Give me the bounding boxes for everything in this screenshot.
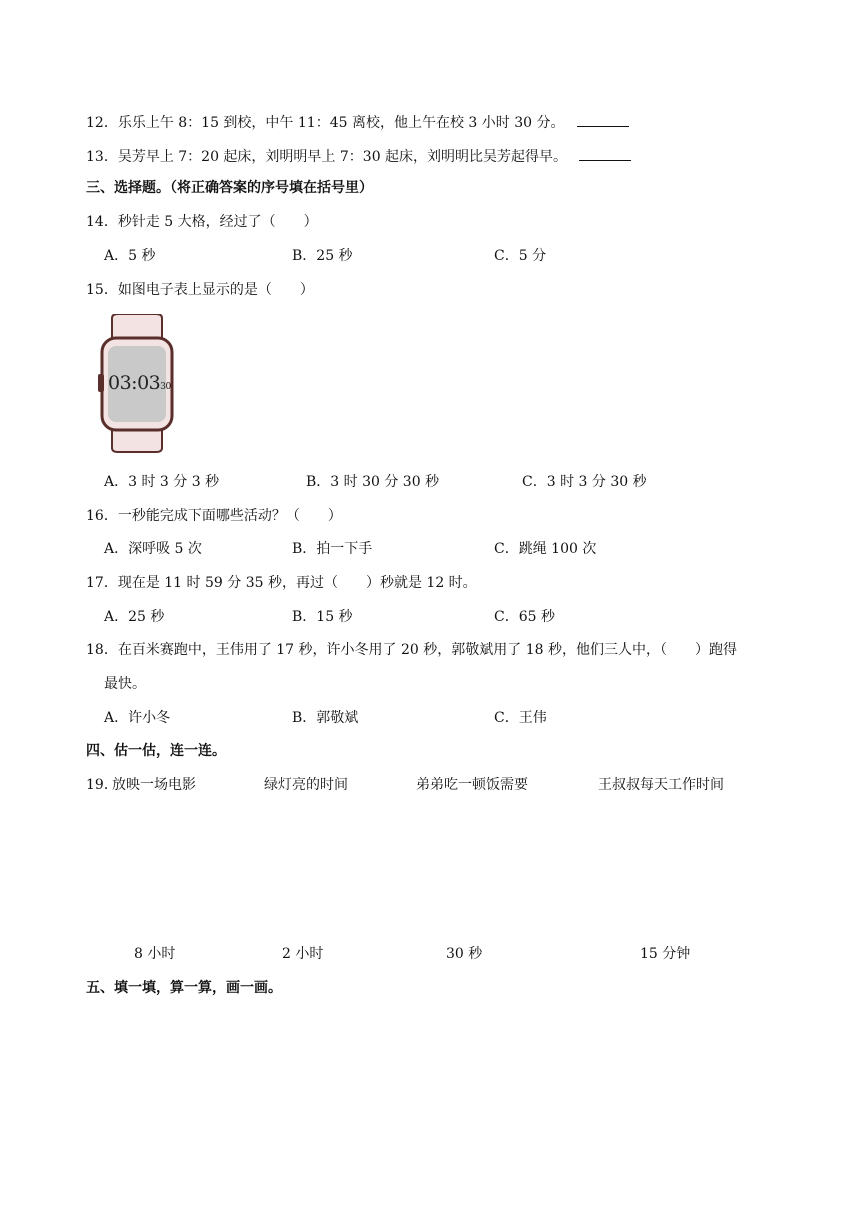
question-18-text-cont: 最快。 [104, 676, 146, 692]
q15-option-b[interactable]: B．3 时 30 分 30 秒 [306, 474, 440, 490]
q14-option-b[interactable]: B．25 秒 [292, 248, 353, 264]
digital-watch-image [98, 314, 178, 454]
activity-work-time[interactable]: 王叔叔每天工作时间 [598, 777, 724, 793]
question-18-text: 18．在百米赛跑中，王伟用了 17 秒，许小冬用了 20 秒，郭敬斌用了 18 秒，他们三人中，（ ）跑得 [86, 642, 737, 658]
watch-time-display [108, 372, 171, 394]
q16-option-b[interactable]: B．拍一下手 [292, 541, 373, 557]
watch-time-main: 03:03 [108, 372, 161, 394]
question-12-text: 12．乐乐上午 8：15 到校，中午 11：45 离校，他上午在校 3 小时 30 分。 [86, 115, 565, 131]
question-12 [86, 112, 629, 133]
q17-option-b[interactable]: B．15 秒 [292, 609, 353, 625]
q17-option-c[interactable]: C．65 秒 [494, 609, 555, 625]
q14-option-c[interactable]: C．5 分 [494, 248, 547, 264]
q14-option-a[interactable]: A．5 秒 [104, 248, 156, 264]
question-15-text: 15．如图电子表上显示的是（ ） [86, 282, 314, 298]
duration-8-hours[interactable]: 8 小时 [134, 946, 176, 962]
section-5-title: 五、填一填，算一算，画一画。 [86, 980, 282, 996]
duration-15-minutes[interactable]: 15 分钟 [640, 946, 691, 962]
duration-30-seconds[interactable]: 30 秒 [446, 946, 483, 962]
watch-time-seconds: 30 [160, 382, 171, 392]
q15-option-a[interactable]: A．3 时 3 分 3 秒 [104, 474, 220, 490]
q17-option-a[interactable]: A．25 秒 [104, 609, 165, 625]
section-4-title: 四、估一估，连一连。 [86, 743, 226, 759]
answer-blank-13[interactable] [579, 146, 631, 161]
question-13 [86, 146, 631, 167]
activity-green-light[interactable]: 绿灯亮的时间 [264, 777, 348, 793]
section-3-title: 三、选择题。（将正确答案的序号填在括号里） [86, 180, 373, 196]
question-19-number: 19． [86, 777, 118, 793]
question-14-text: 14．秒针走 5 大格，经过了（ ） [86, 214, 318, 230]
duration-2-hours[interactable]: 2 小时 [282, 946, 324, 962]
q18-option-b[interactable]: B．郭敬斌 [292, 710, 359, 726]
q16-option-a[interactable]: A．深呼吸 5 次 [104, 541, 202, 557]
question-16-text: 16．一秒能完成下面哪些活动？（ ） [86, 508, 342, 524]
question-17-text: 17．现在是 11 时 59 分 35 秒，再过（ ）秒就是 12 时。 [86, 575, 477, 591]
answer-blank-12[interactable] [577, 112, 629, 127]
question-13-text: 13．吴芳早上 7：20 起床，刘明明早上 7：30 起床，刘明明比吴芳起得早。 [86, 149, 568, 165]
q18-option-c[interactable]: C．王伟 [494, 710, 547, 726]
q15-option-c[interactable]: C．3 时 3 分 30 秒 [522, 474, 647, 490]
q18-option-a[interactable]: A．许小冬 [104, 710, 171, 726]
activity-movie[interactable]: 放映一场电影 [112, 777, 196, 793]
q16-option-c[interactable]: C．跳绳 100 次 [494, 541, 597, 557]
activity-meal[interactable]: 弟弟吃一顿饭需要 [416, 777, 528, 793]
